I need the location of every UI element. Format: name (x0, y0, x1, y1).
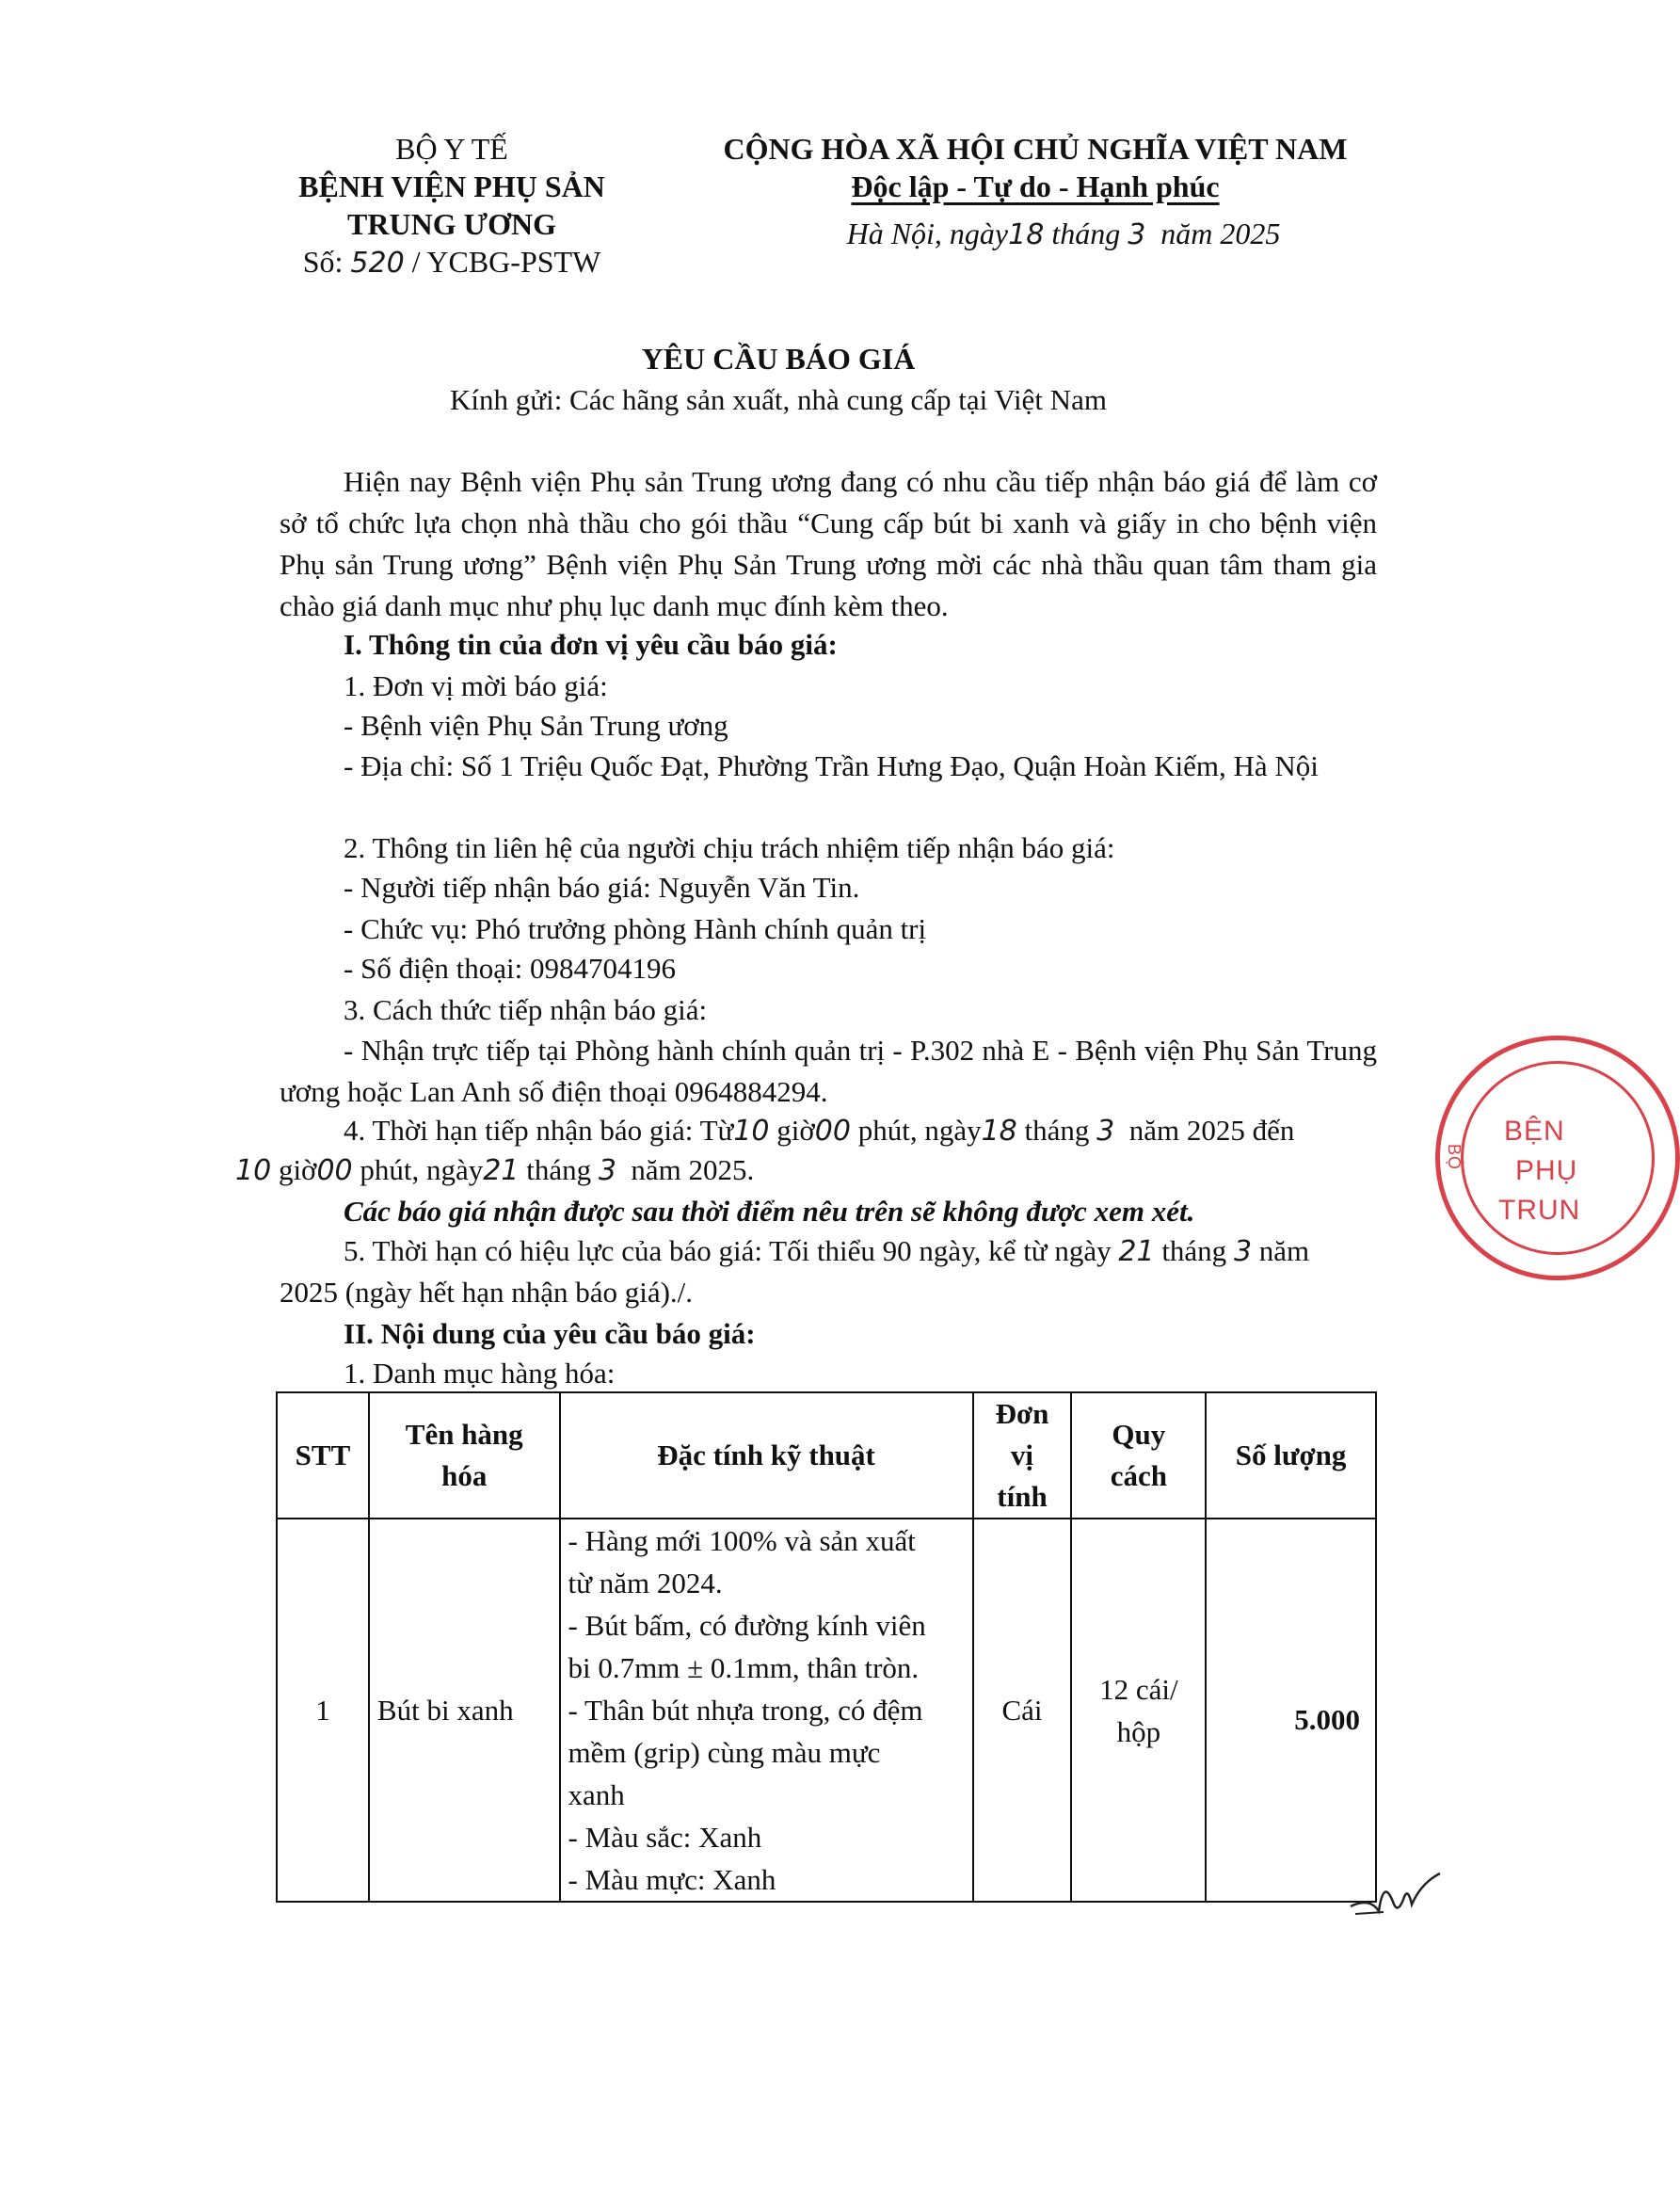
late-quote-warning: Các báo giá nhận được sau thời điểm nêu trên sẽ không được xem xét. (344, 1195, 1195, 1228)
cell-unit: Cái (973, 1519, 1072, 1902)
validity-line1: 5. Thời hạn có hiệu lực của báo giá: Tối thiểu 90 ngày, kể từ ngày 21 tháng 3 năm (344, 1234, 1310, 1268)
document-number: Số: 520 / YCBG-PSTW (302, 245, 601, 280)
table-row (277, 1519, 1376, 1902)
header-stt: STT (277, 1392, 369, 1519)
receiving-deadline-line1: 4. Thời hạn tiếp nhận báo giá: Từ10 giờ00 phút, ngày18 tháng 3 năm 2025 đến (344, 1114, 1295, 1148)
ministry-name: BỘ Y TẾ (395, 132, 508, 166)
section2-item1: 1. Danh mục hàng hóa: (344, 1357, 616, 1390)
receiving-method: - Nhận trực tiếp tại Phòng hành chính quản trị - P.302 nhà E - Bệnh viện Phụ Sản Trung ương hoặc Lan Anh số điện thoại 0964884294. (280, 1034, 1377, 1108)
header-item-name: Tên hàng hóa (369, 1392, 560, 1519)
national-header (696, 130, 1374, 254)
section1-item3: 3. Cách thức tiếp nhận báo giá: (344, 993, 708, 1026)
inviting-unit: - Bệnh viện Phụ Sản Trung ương (344, 709, 728, 742)
hospital-name-line1: BỆNH VIỆN PHỤ SẢN (298, 169, 605, 203)
unit-address: - Địa chỉ: Số 1 Triệu Quốc Đạt, Phường Trần Hưng Đạo, Quận Hoàn Kiếm, Hà Nội (344, 749, 1319, 782)
cell-item-name: Bút bi xanh (369, 1519, 560, 1902)
republic-name: CỘNG HÒA XÃ HỘI CHỦ NGHĨA VIỆT NAM (723, 132, 1348, 166)
official-seal: BỆN PHỤ TRUN BỘ (1435, 1036, 1680, 1280)
header-quantity: Số lượng (1206, 1392, 1376, 1519)
hospital-name-line2: TRUNG ƯƠNG (347, 207, 556, 241)
initial-signature-icon (1346, 1869, 1449, 1925)
issue-date: Hà Nội, ngày18 tháng 3 năm 2025 (846, 217, 1281, 251)
section1-heading: I. Thông tin của đơn vị yêu cầu báo giá: (344, 628, 838, 661)
document-number-handwritten: 520 (350, 247, 405, 280)
intro-paragraph: Hiện nay Bệnh viện Phụ sản Trung ương đang có nhu cầu tiếp nhận báo giá để làm cơ sở tổ chức lựa chọn nhà thầu cho gói thầu “Cung cấp bút bi xanh và giấy in cho bệnh viện Phụ sản Trung ương” Bệnh viện Phụ Sản Trung ương mời các nhà thầu quan tâm tham gia chào giá danh mục như phụ lục danh mục đính kèm theo. (280, 465, 1377, 622)
receiver-position: - Chức vụ: Phó trưởng phòng Hành chính quản trị (344, 912, 927, 945)
header-spec: Đặc tính kỹ thuật (560, 1392, 973, 1519)
receiving-deadline-line2: 10 giờ00 phút, ngày21 tháng 3 năm 2025. (235, 1153, 755, 1187)
table-header-row (277, 1392, 1376, 1519)
document-title: YÊU CẦU BÁO GIÁ (641, 342, 916, 376)
cell-packing: 12 cái/ hộp (1071, 1519, 1206, 1902)
recipient-line: Kính gửi: Các hãng sản xuất, nhà cung cấp tại Việt Nam (450, 383, 1107, 416)
motto: Độc lập - Tự do - Hạnh phúc (851, 169, 1220, 203)
validity-line2: 2025 (ngày hết hạn nhận báo giá)./. (280, 1276, 694, 1309)
issuer-block (273, 130, 631, 282)
cell-stt: 1 (277, 1519, 369, 1902)
receiver-name: - Người tiếp nhận báo giá: Nguyễn Văn Tin. (344, 871, 860, 904)
cell-spec: - Hàng mới 100% và sản xuất từ năm 2024. - Bút bấm, có đường kính viên bi 0.7mm ± 0.1mm, thân tròn. - Thân bút nhựa trong, có đệm mềm (grip) cùng màu mực xanh - Màu sắc: Xanh - Màu mực: Xanh (560, 1519, 973, 1902)
section1-item1: 1. Đơn vị mời báo giá: (344, 669, 608, 702)
receiver-phone: - Số điện thoại: 0984704196 (344, 952, 677, 985)
section1-item2: 2. Thông tin liên hệ của người chịu trách nhiệm tiếp nhận báo giá: (344, 831, 1115, 864)
header-packing: Quy cách (1071, 1392, 1206, 1519)
header-unit: Đơn vị tính (973, 1392, 1072, 1519)
section2-heading: II. Nội dung của yêu cầu báo giá: (344, 1317, 756, 1350)
goods-table (276, 1391, 1377, 1903)
cell-quantity: 5.000 (1206, 1519, 1376, 1902)
